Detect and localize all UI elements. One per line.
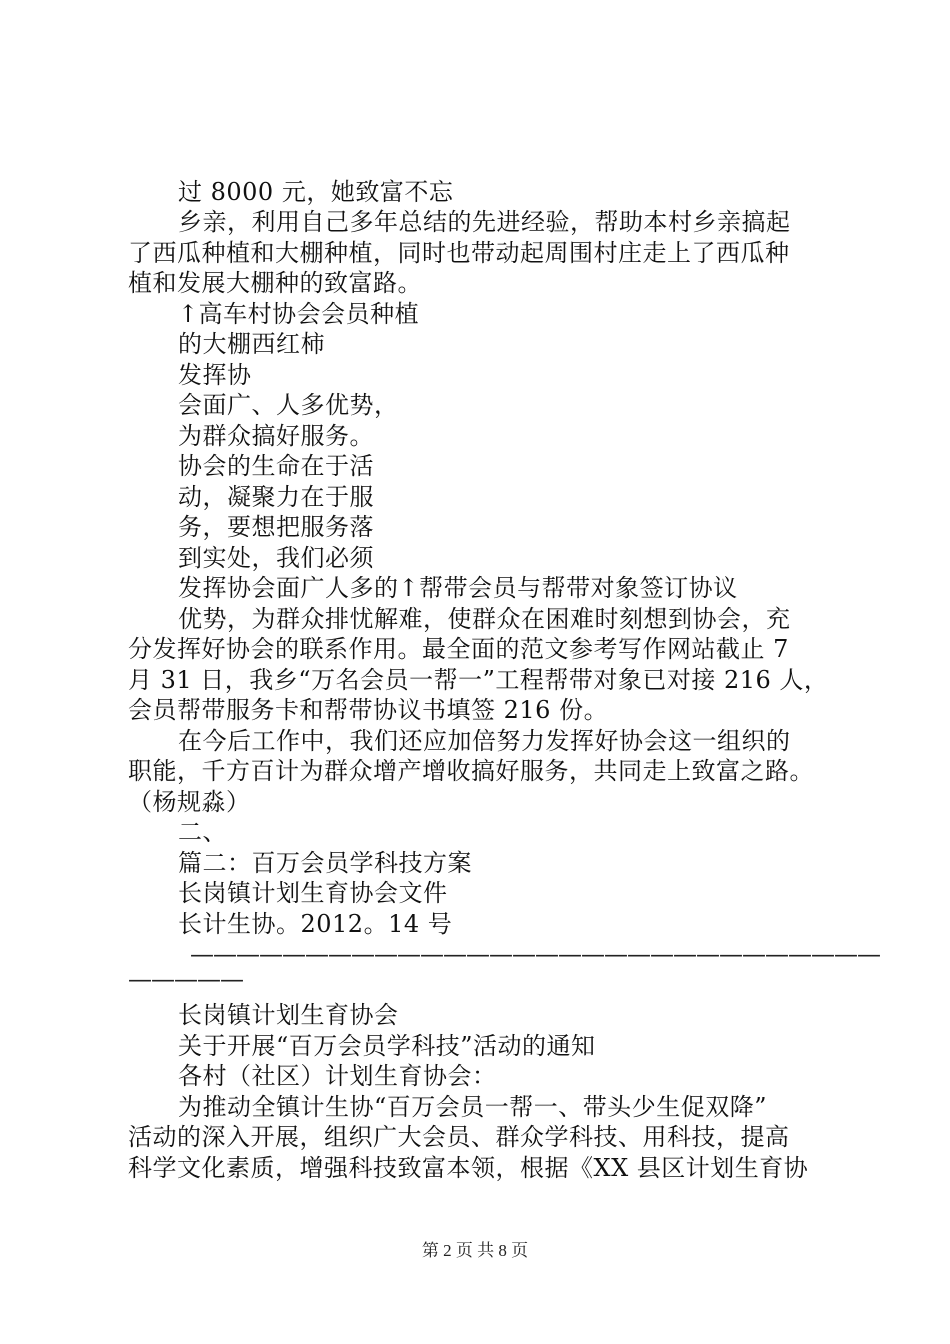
separator-line: ————— xyxy=(128,965,243,993)
text-line: 职能，千方百计为群众增产增收搞好服务，共同走上致富之路。 xyxy=(128,757,814,785)
text-line: 活动的深入开展，组织广大会员、群众学科技、用科技，提高 xyxy=(128,1123,790,1151)
text-line: 关于开展“百万会员学科技”活动的通知 xyxy=(178,1032,596,1060)
text-line: 的大棚西红柿 xyxy=(178,330,325,358)
separator-line: —————————————————————————————— xyxy=(190,940,880,968)
text-line: 到实处，我们必须 xyxy=(178,544,374,572)
text-line: 篇二：百万会员学科技方案 xyxy=(178,849,472,877)
text-line: 发挥协会面广人多的↑帮带会员与帮带对象签订协议 xyxy=(178,574,738,602)
text-line: 各村（社区）计划生育协会： xyxy=(178,1062,497,1090)
text-line: 动，凝聚力在于服 xyxy=(178,483,374,511)
text-line: 会面广、人多优势， xyxy=(178,391,399,419)
text-line: 会员帮带服务卡和帮带协议书填签 216 份。 xyxy=(128,696,609,724)
text-line: 植和发展大棚种的致富路。 xyxy=(128,269,422,297)
text-line: 长计生协。2012。14 号 xyxy=(178,910,453,938)
text-line: 长岗镇计划生育协会文件 xyxy=(178,879,448,907)
text-line: 为推动全镇计生协“百万会员一帮一、带头少生促双降” xyxy=(178,1093,768,1121)
text-line: 了西瓜种植和大棚种植，同时也带动起周围村庄走上了西瓜种 xyxy=(128,239,790,267)
text-line: 为群众搞好服务。 xyxy=(178,422,374,450)
text-line: 务，要想把服务落 xyxy=(178,513,374,541)
text-line: 长岗镇计划生育协会 xyxy=(178,1001,399,1029)
text-line: 在今后工作中，我们还应加倍努力发挥好协会这一组织的 xyxy=(178,727,791,755)
text-line: 优势，为群众排忧解难，使群众在困难时刻想到协会，充 xyxy=(178,605,791,633)
text-line: 月 31 日，我乡“万名会员一帮一”工程帮带对象已对接 216 人， xyxy=(128,666,829,694)
text-line: 乡亲，利用自己多年总结的先进经验，帮助本村乡亲搞起 xyxy=(178,208,791,236)
text-line: 二、 xyxy=(178,818,227,846)
text-line: 协会的生命在于活 xyxy=(178,452,374,480)
text-line: ↑高车村协会会员种植 xyxy=(178,300,420,328)
text-line: 科学文化素质，增强科技致富本领，根据《XX 县区计划生育协 xyxy=(128,1154,809,1182)
text-line: 过 8000 元，她致富不忘 xyxy=(178,178,454,206)
text-line: 分发挥好协会的联系作用。最全面的范文参考写作网站截止 7 xyxy=(128,635,789,663)
text-line: （杨规淼） xyxy=(128,788,251,816)
text-line: 发挥协 xyxy=(178,361,252,389)
page-footer: 第 2 页 共 8 页 xyxy=(421,1241,529,1260)
